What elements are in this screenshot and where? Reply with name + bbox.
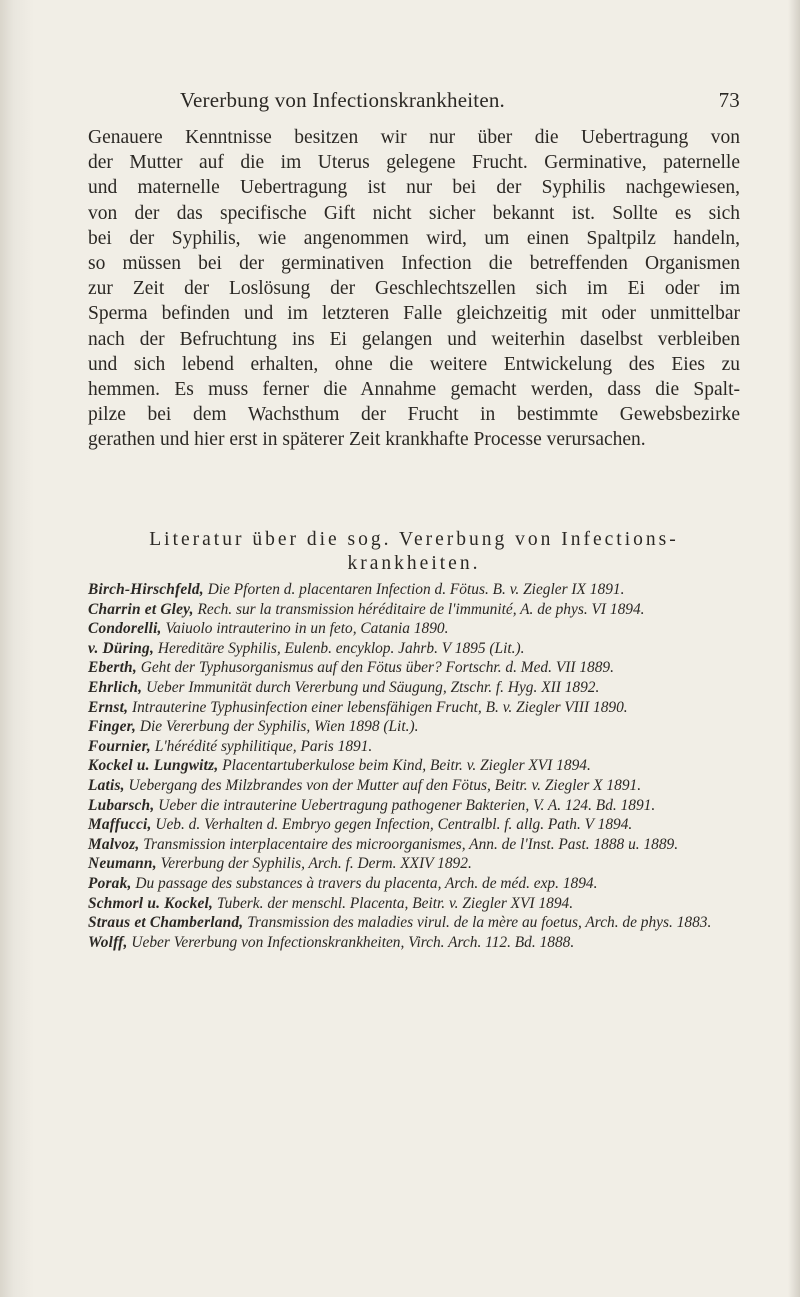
- reference-text: Rech. sur la transmission héréditaire de l'immunité, A. de phys. VI 1894.: [193, 600, 645, 618]
- body-line: Genauere Kenntnisse besitzen wir nur über die Uebertragung von: [88, 127, 740, 148]
- reference-text: Transmission interplacentaire des microorganismes, Ann. de l'Inst. Past. 1888 u. 1889.: [139, 835, 679, 853]
- reference-author: Malvoz,: [88, 835, 140, 853]
- reference-author: Eberth,: [88, 659, 137, 677]
- reference-item: [88, 619, 748, 639]
- reference-item: [88, 580, 748, 600]
- reference-author: Straus et Chamberland,: [88, 914, 244, 932]
- reference-text: Intrauterine Typhusinfection einer lebensfähigen Frucht, B. v. Ziegler VIII 1890.: [128, 698, 628, 716]
- reference-text: Die Vererbung der Syphilis, Wien 1898 (Lit.).: [136, 718, 419, 736]
- reference-item: [88, 796, 748, 816]
- reference-text: Geht der Typhusorganismus auf den Fötus über? Fortschr. d. Med. VII 1889.: [136, 659, 614, 677]
- reference-author: Wolff,: [88, 933, 128, 951]
- reference-item: [88, 815, 748, 835]
- body-line: nach der Befruchtung ins Ei gelangen und weiterhin daselbst verbleiben: [88, 328, 740, 350]
- page-edge-shadow-right: [788, 0, 800, 1297]
- reference-text: Vererbung der Syphilis, Arch. f. Derm. XXIV 1892.: [156, 855, 472, 873]
- reference-text: Ueber Immunität durch Vererbung und Säugung, Ztschr. f. Hyg. XII 1892.: [142, 678, 600, 696]
- reference-item: [88, 874, 748, 894]
- reference-text: Vaiuolo intrauterino in un feto, Catania 1890.: [161, 620, 449, 638]
- reference-author: Maffucci,: [88, 816, 152, 834]
- reference-item: [88, 854, 748, 874]
- reference-author: Neumann,: [88, 855, 157, 873]
- reference-item: [88, 698, 748, 718]
- reference-item: [88, 600, 748, 620]
- page-edge-shadow: [0, 0, 34, 1297]
- reference-item: [88, 737, 748, 757]
- body-line: gerathen und hier erst in späterer Zeit krankhafte Processe verursachen.: [88, 429, 646, 451]
- literature-heading-line: krankheiten.: [347, 553, 481, 574]
- running-head-title: Vererbung von Infectionskrankheiten.: [180, 88, 506, 112]
- reference-item: [88, 756, 748, 776]
- reference-author: Charrin et Gley,: [88, 600, 194, 618]
- reference-author: Kockel u. Lungwitz,: [88, 757, 219, 775]
- reference-list: [88, 580, 748, 952]
- reference-author: Condorelli,: [88, 620, 162, 638]
- literature-heading-line: Literatur über die sog. Vererbung von Infections-: [149, 529, 679, 550]
- body-line: pilze bei dem Wachsthum der Frucht in bestimmte Gewebsbezirke: [88, 404, 740, 426]
- body-line: hemmen. Es muss ferner die Annahme gemacht werden, dass die Spalt-: [88, 379, 740, 401]
- reference-item: [88, 913, 748, 933]
- reference-author: Fournier,: [88, 737, 151, 755]
- reference-author: Schmorl u. Kockel,: [88, 894, 214, 912]
- reference-author: Ehrlich,: [88, 678, 143, 696]
- reference-author: Lubarsch,: [88, 796, 155, 814]
- body-line: bei der Syphilis, wie angenommen wird, um einen Spaltpilz handeln,: [88, 227, 740, 249]
- reference-author: v. Düring,: [88, 639, 154, 657]
- body-line: zur Zeit der Loslösung der Geschlechtszellen sich im Ei oder im: [88, 278, 740, 300]
- body-paragraph: [88, 125, 740, 453]
- reference-text: Transmission des maladies virul. de la mère au foetus, Arch. de phys. 1883.: [243, 914, 712, 932]
- reference-author: Ernst,: [88, 698, 129, 716]
- running-head: [180, 88, 740, 116]
- page-number: 73: [718, 88, 740, 112]
- reference-item: [88, 678, 748, 698]
- reference-item: [88, 658, 748, 678]
- reference-text: Ueber die intrauterine Uebertragung pathogener Bakterien, V. A. 124. Bd. 1891.: [154, 796, 656, 814]
- reference-author: Finger,: [88, 718, 137, 736]
- reference-item: [88, 776, 748, 796]
- body-line: so müssen bei der germinativen Infection die betreffenden Organismen: [88, 253, 740, 275]
- reference-author: Birch-Hirschfeld,: [88, 581, 204, 598]
- body-line: Sperma befinden und im letzteren Falle gleichzeitig mit oder unmittelbar: [88, 303, 740, 325]
- reference-text: Tuberk. der menschl. Placenta, Beitr. v. Ziegler XVI 1894.: [213, 894, 574, 912]
- reference-text: Uebergang des Milzbrandes von der Mutter auf den Fötus, Beitr. v. Ziegler X 1891.: [124, 776, 642, 794]
- body-line: und sich lebend erhalten, ohne die weitere Entwickelung des Eies zu: [88, 353, 740, 375]
- reference-author: Latis,: [88, 776, 125, 794]
- body-line: von der das specifische Gift nicht sicher bekannt ist. Sollte es sich: [88, 202, 740, 224]
- reference-text: Du passage des substances à travers du placenta, Arch. de méd. exp. 1894.: [131, 874, 598, 892]
- reference-item: [88, 933, 748, 953]
- reference-text: Hereditäre Syphilis, Eulenb. encyklop. Jahrb. V 1895 (Lit.).: [154, 639, 525, 657]
- body-line: der Mutter auf die im Uterus gelegene Frucht. Germinative, paternelle: [88, 152, 740, 174]
- reference-text: Ueb. d. Verhalten d. Embryo gegen Infection, Centralbl. f. allg. Path. V 1894.: [151, 816, 633, 834]
- literature-heading: [88, 528, 740, 576]
- reference-text: Ueber Vererbung von Infectionskrankheiten, Virch. Arch. 112. Bd. 1888.: [127, 933, 575, 951]
- body-line: und maternelle Uebertragung ist nur bei der Syphilis nachgewiesen,: [88, 177, 740, 199]
- reference-item: [88, 639, 748, 659]
- reference-item: [88, 835, 748, 855]
- reference-text: L'hérédité syphilitique, Paris 1891.: [150, 737, 373, 755]
- reference-text: Placentartuberkulose beim Kind, Beitr. v. Ziegler XVI 1894.: [218, 757, 591, 775]
- reference-item: [88, 717, 748, 737]
- reference-item: [88, 894, 748, 914]
- reference-author: Porak,: [88, 874, 132, 892]
- reference-text: Die Pforten d. placentaren Infection d. Fötus. B. v. Ziegler IX 1891.: [203, 581, 625, 598]
